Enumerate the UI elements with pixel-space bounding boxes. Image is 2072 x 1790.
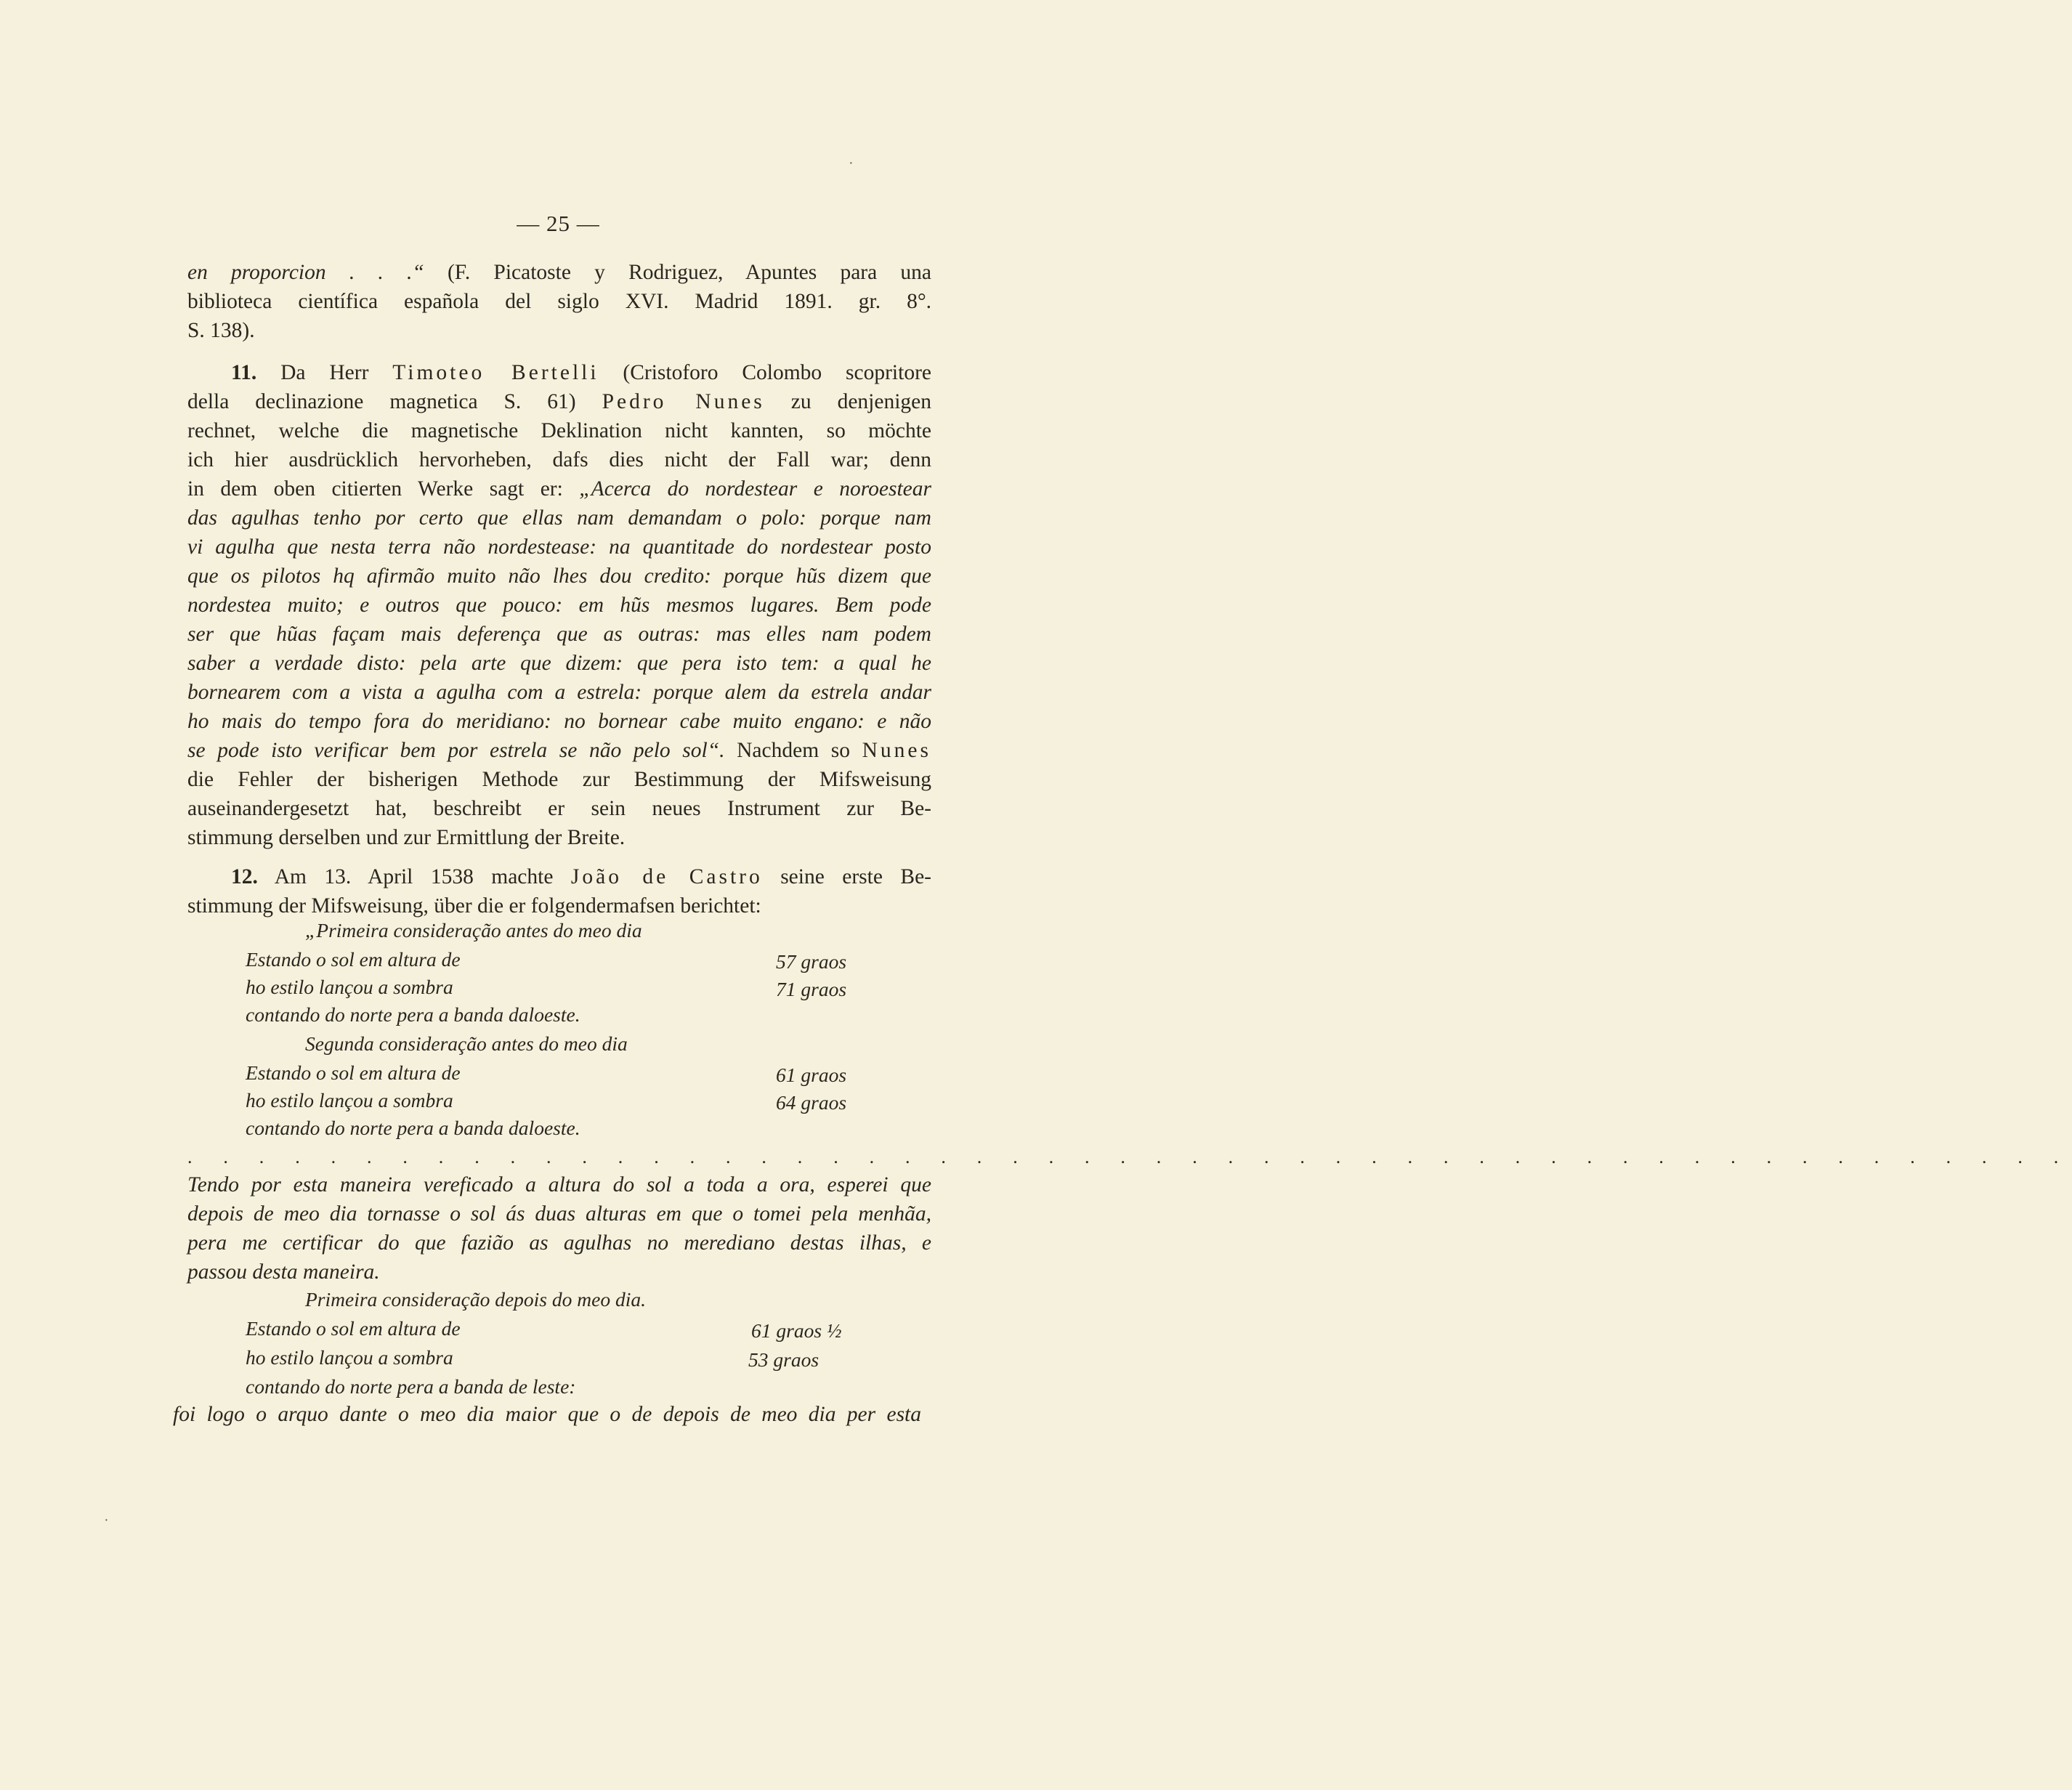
quote-fragment: en proporcion . . .“ [187, 261, 424, 284]
paper-speck: · [104, 1512, 109, 1528]
quote-line: das agulhas tenho por certo que ellas nam demandam o polo: porque nam [187, 506, 931, 530]
quote-line: ser que hũas façam mais deferença que as outras: mas elles nam podem [187, 623, 931, 646]
text-line: biblioteca científica española del siglo XVI. Madrid 1891. gr. 8°. [187, 290, 931, 313]
text-line: stimmung derselben und zur Ermittlung der Breite. [187, 826, 626, 849]
quote-line: Tendo por esta maneira vereficado a altura do sol a toda a ora, esperei que [187, 1173, 931, 1196]
text-line: rechnet, welche die magnetische Deklination nicht kannten, so möchte [187, 419, 931, 442]
quote-line: que os pilotos hq afirmão muito não lhes dou credito: porque hũs dizem que [187, 564, 931, 588]
quote-line: saber a verdade disto: pela arte que dizem: que pera isto tem: a qual he [187, 652, 931, 675]
text-line: die Fehler der bisherigen Methode zur Bestimmung der Mifsweisung [187, 768, 931, 791]
verse-line: ho estilo lançou a sombra [246, 1089, 453, 1111]
quote-line: nordestea muito; e outros que pouco: em hũs mesmos lugares. Bem pode [187, 594, 931, 617]
text-line [187, 737, 931, 764]
ellipsis-dotted-line: . . . . . . . . . . . . . . . . . . . . . . . . . . . . . . . . . . . . . . . . . . . . . . . . . . . . . [187, 1146, 2072, 1167]
text-line [187, 388, 931, 416]
quote-fragment: se pode isto verificar bem por estrela se não pelo sol“. [187, 739, 725, 762]
verse-heading: Segunda consideração antes do meo dia [305, 1032, 628, 1055]
verse-heading: „Primeira consideração antes do meo dia [305, 919, 642, 941]
quote-line: depois de meo dia tornasse o sol ás duas alturas em que o tomei pela menhãa, [187, 1202, 931, 1226]
verse-value: 61 graos [776, 1064, 847, 1086]
text-line: auseinandergesetzt hat, beschreibt er sein neues Instrument zur Be- [187, 797, 931, 820]
verse-line: Estando o sol em altura de [246, 1061, 461, 1084]
verse-line: contando do norte pera a banda daloeste. [246, 1117, 580, 1139]
quote-line: ho mais do tempo fora do meridiano: no bornear cabe muito engano: e não [187, 710, 931, 733]
person-name: Pedro Nunes [602, 390, 765, 413]
text-run: della declinazione magnetica S. 61) [187, 390, 602, 413]
verse-heading: Primeira consideração depois do meo dia. [305, 1288, 646, 1311]
verse-value: 57 graos [776, 950, 847, 973]
page-number: — 25 — [517, 211, 600, 236]
text-run: in dem oben citierten Werke sagt er: [187, 477, 580, 501]
section-number: 11. [231, 361, 257, 384]
quote-fragment: „Acerca do nordestear e noroestear [579, 477, 931, 501]
section-11-first-line [231, 359, 931, 386]
text-line [187, 475, 931, 503]
quote-line: pera me certificar do que fazião as agulhas no merediano destas ilhas, e [187, 1231, 931, 1255]
text-run: zu denjenigen [764, 390, 932, 413]
text-line: ich hier ausdrücklich hervorheben, dafs dies nicht der Fall war; denn [187, 448, 931, 471]
citation: (F. Picatoste y Rodriguez, Apuntes para una [424, 261, 932, 284]
quote-line: foi logo o arquo dante o meo dia maior que o de depois de meo dia per esta [173, 1403, 921, 1426]
section-12-first-line [231, 863, 931, 891]
verse-line: contando do norte pera a banda de leste: [246, 1375, 576, 1398]
verse-line: contando do norte pera a banda daloeste. [246, 1003, 580, 1026]
verse-line: Estando o sol em altura de [246, 948, 461, 971]
person-name: Timoteo Bertelli [392, 361, 599, 384]
quote-line: vi agulha que nesta terra não nordestease: na quantitade do nordestear posto [187, 535, 931, 559]
text-line: S. 138). [187, 319, 255, 342]
person-name: João de Castro [570, 865, 763, 888]
verse-line: ho estilo lançou a sombra [246, 976, 453, 998]
section-number: 12. [231, 865, 258, 888]
verse-value: 61 graos ½ [751, 1319, 842, 1342]
text-run: Da Herr [256, 361, 393, 384]
paper-speck: · [849, 155, 854, 171]
verse-value: 71 graos [776, 978, 847, 1000]
text-run: seine erste Be- [762, 865, 931, 888]
text-run: Nachdem so [724, 739, 862, 762]
verse-line: Estando o sol em altura de [246, 1317, 461, 1340]
verse-line: ho estilo lançou a sombra [246, 1346, 453, 1369]
text-line [187, 259, 931, 286]
verse-value: 53 graos [748, 1348, 820, 1371]
text-run: Am 13. April 1538 machte [257, 865, 571, 888]
quote-line: bornearem com a vista a agulha com a estrela: porque alem da estrela andar [187, 681, 931, 704]
quote-line: passou desta maneira. [187, 1260, 380, 1284]
person-name: Nunes [862, 739, 932, 762]
text-line: stimmung der Mifsweisung, über die er folgendermafsen berichtet: [187, 894, 761, 918]
verse-value: 64 graos [776, 1091, 847, 1114]
text-run: (Cristoforo Colombo scopritore [599, 361, 931, 384]
